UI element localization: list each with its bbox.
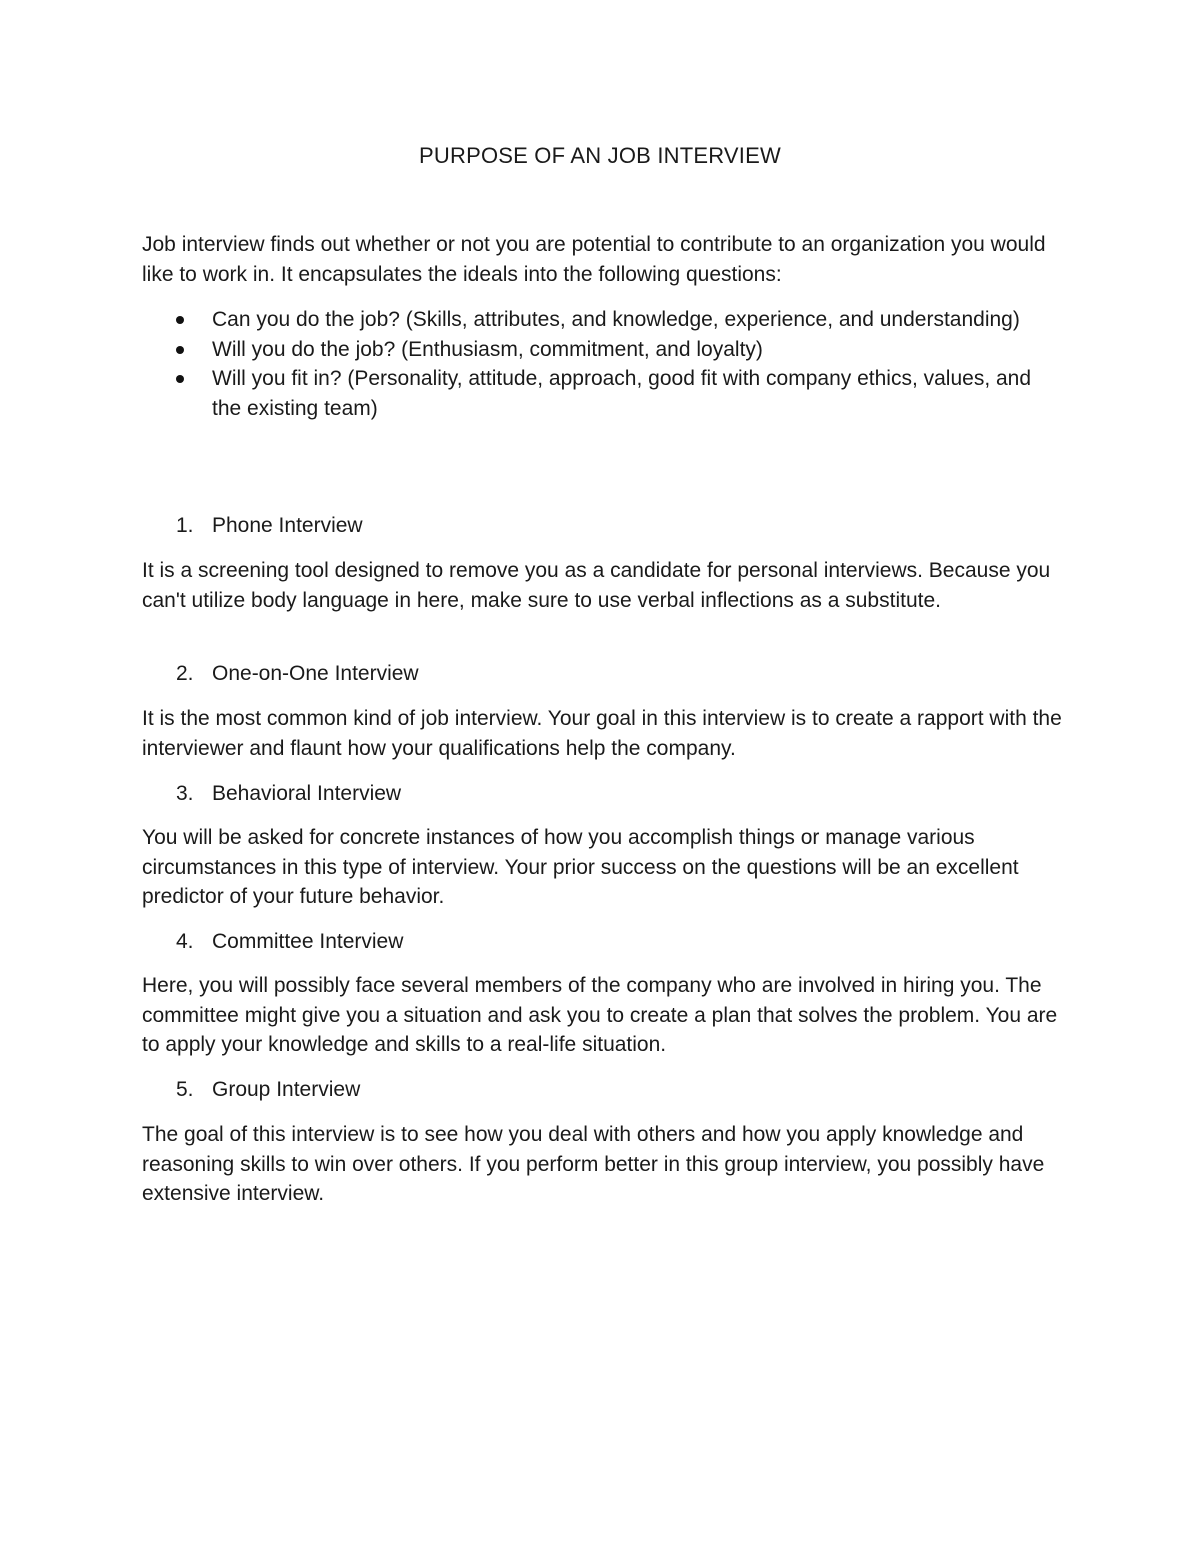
bullet-item xyxy=(142,364,1042,423)
bullet-item xyxy=(142,335,1042,365)
section-body-phone-interview: It is a screening tool designed to remove you as a candidate for personal interviews. Because you can't utilize body language in here, make sure to use verbal inflections as a substitute. xyxy=(142,559,1051,612)
section-number: 5. xyxy=(176,1078,194,1101)
bullet-text: Can you do the job? (Skills, attributes, and knowledge, experience, and understanding) xyxy=(212,308,1020,331)
section-heading-text: Group Interview xyxy=(212,1078,361,1101)
section-number: 1. xyxy=(176,514,194,537)
document-title: PURPOSE OF AN JOB INTERVIEW xyxy=(419,143,781,168)
intro-paragraph: Job interview finds out whether or not you are potential to contribute to an organization you would like to work in. It encapsulates the ideals into the following questions: xyxy=(142,233,1046,286)
section-body-behavioral-interview: You will be asked for concrete instances of how you accomplish things or manage various circumstances in this type of interview. Your prior success on the questions will be an excellent predictor of your future behavior. xyxy=(142,826,1019,909)
section-number: 2. xyxy=(176,662,194,685)
section-heading-text: Phone Interview xyxy=(212,514,363,537)
bullet-dot-icon xyxy=(176,346,184,354)
question-bullet-list xyxy=(142,305,1042,423)
bullet-text: Will you fit in? (Personality, attitude, approach, good fit with company ethics, values, and the existing team) xyxy=(212,367,1032,420)
section-heading-text: Committee Interview xyxy=(212,930,404,953)
bullet-item xyxy=(142,305,1042,335)
section-body-group-interview: The goal of this interview is to see how you deal with others and how you apply knowledge and reasoning skills to win over others. If you perform better in this group interview, you possibly have extensive interview. xyxy=(142,1123,1045,1206)
section-heading-text: One-on-One Interview xyxy=(212,662,419,685)
section-body-one-on-one-interview: It is the most common kind of job interview. Your goal in this interview is to create a rapport with the interviewer and flaunt how your qualifications help the company. xyxy=(142,707,1062,760)
section-body-committee-interview: Here, you will possibly face several members of the company who are involved in hiring you. The committee might give you a situation and ask you to create a plan that solves the problem. You are to apply your knowledge and skills to a real-life situation. xyxy=(142,974,1058,1057)
section-number: 4. xyxy=(176,930,194,953)
section-heading-text: Behavioral Interview xyxy=(212,782,402,805)
section-number: 3. xyxy=(176,782,194,805)
bullet-text: Will you do the job? (Enthusiasm, commitment, and loyalty) xyxy=(212,337,763,361)
bullet-dot-icon xyxy=(176,375,184,383)
bullet-dot-icon xyxy=(176,316,184,324)
